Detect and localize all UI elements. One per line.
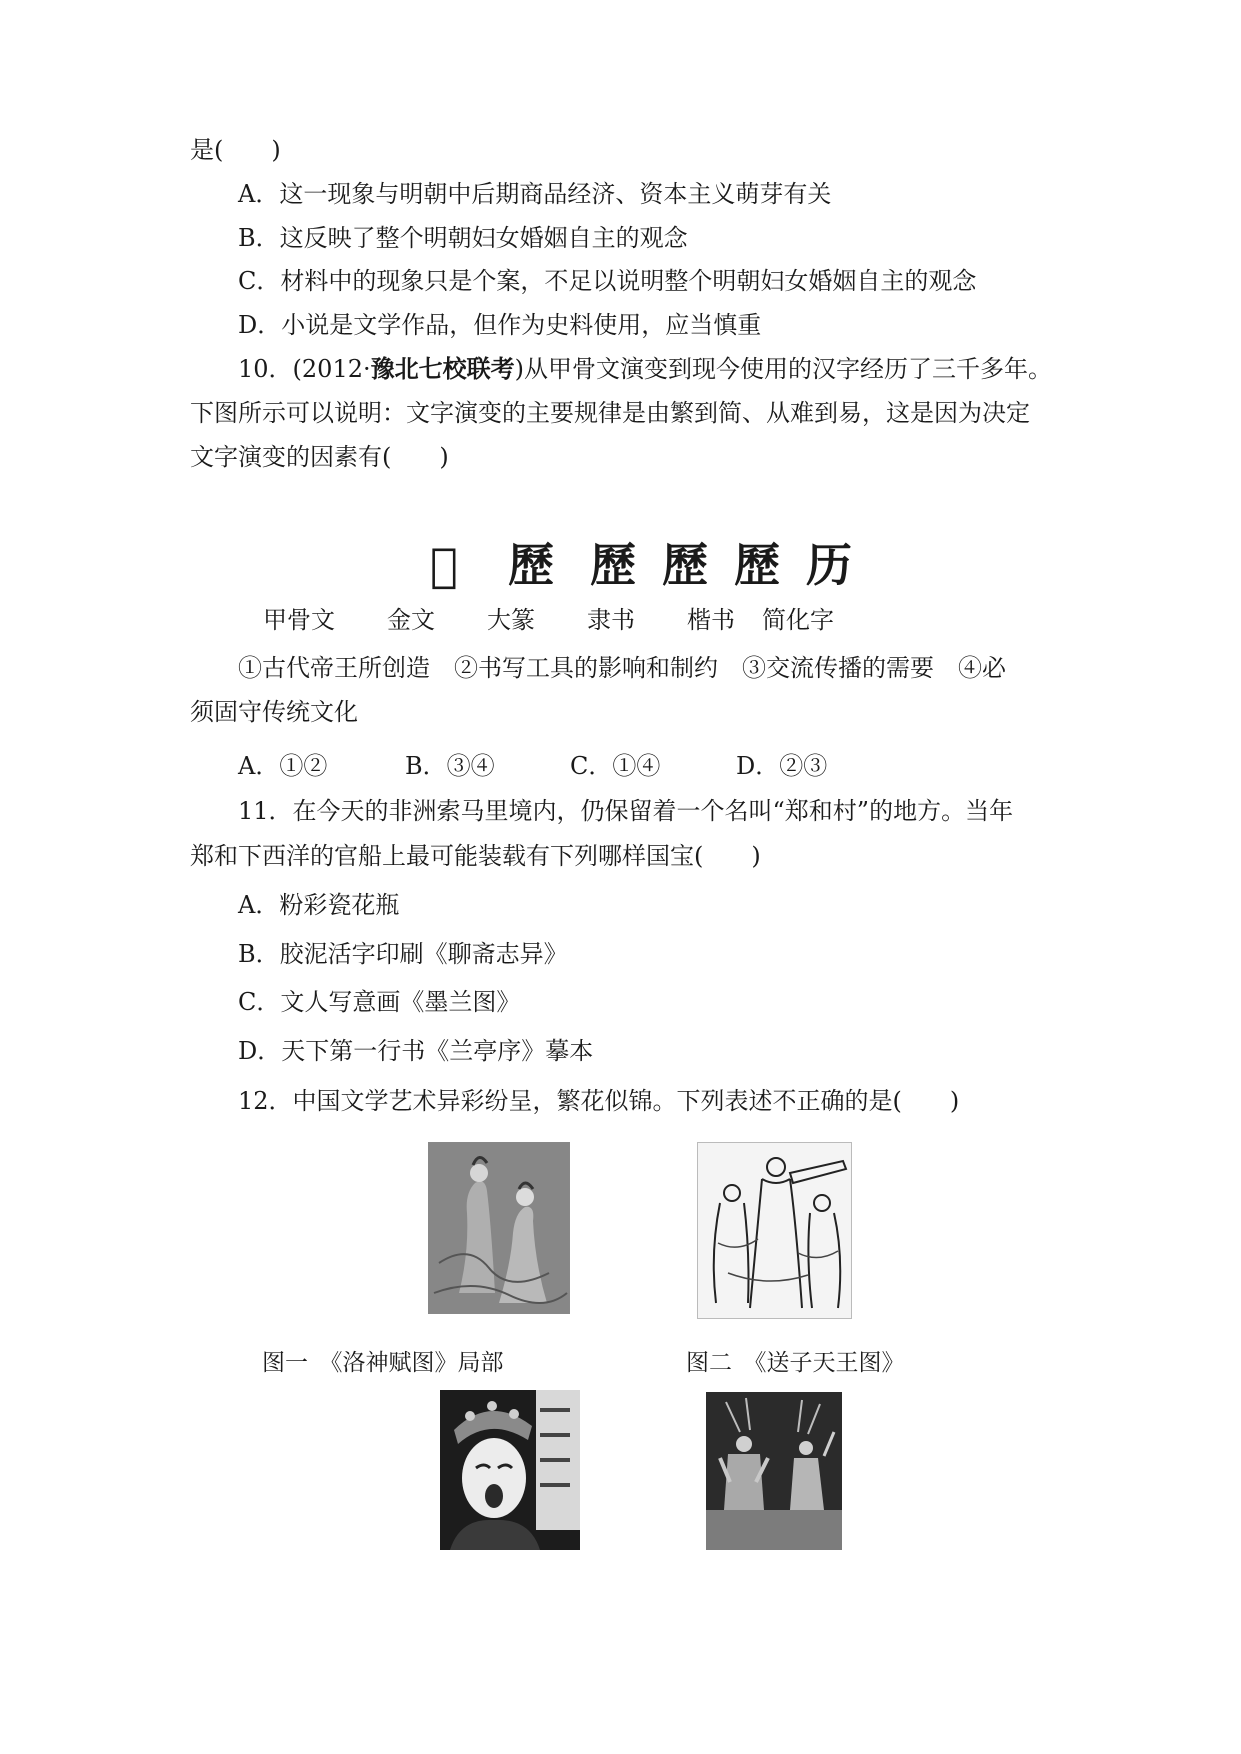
label-clerical: 隶书	[587, 606, 635, 634]
q10-statements-line2: 须固守传统文化	[190, 698, 358, 726]
q11-option-a: A．粉彩瓷花瓶	[238, 891, 400, 919]
q9-option-b: B．这反映了整个明朝妇女婚姻自主的观念	[238, 224, 688, 252]
q10-stem-line1	[238, 353, 1241, 385]
q10-number-source: 10．(2012·	[238, 355, 371, 383]
q11-option-c: C．文人写意画《墨兰图》	[238, 988, 521, 1016]
label-simplified: 简化字	[762, 606, 834, 634]
q11-stem-line1: 11．在今天的非洲索马里境内，仍保留着一个名叫“郑和村”的地方。当年	[238, 797, 1014, 825]
q11-option-d: D．天下第一行书《兰亭序》摹本	[238, 1037, 594, 1065]
bronze-glyph: 歷	[508, 538, 554, 592]
q10-option-d: D．②③	[736, 752, 828, 780]
opera-performer-image	[440, 1390, 580, 1550]
clerical-glyph: 歷	[662, 538, 708, 592]
q10-source: 豫北七校联考	[370, 355, 515, 383]
large-seal-glyph: 歷	[590, 538, 636, 592]
q9-stem-tail: 是( )	[190, 136, 281, 164]
q9-option-d: D．小说是文学作品，但作为史料使用，应当慎重	[238, 311, 762, 339]
luoshen-painting-image	[428, 1142, 570, 1314]
script-evolution-figure	[430, 535, 870, 595]
q9-option-a: A．这一现象与明朝中后期商品经济、资本主义萌芽有关	[238, 180, 832, 208]
label-oracle-bone: 甲骨文	[263, 606, 335, 634]
q10-statements-line1: ①古代帝王所创造 ②书写工具的影响和制约 ③交流传播的需要 ④必	[238, 654, 1006, 682]
regular-glyph: 歷	[734, 538, 780, 592]
q11-stem-line2: 郑和下西洋的官船上最可能装载有下列哪样国宝( )	[190, 842, 761, 870]
q10-stem-text: )从甲骨文演变到现今使用的汉字经历了三千多年。	[514, 355, 1052, 383]
label-bronze: 金文	[387, 606, 435, 634]
label-regular: 楷书	[687, 606, 735, 634]
label-large-seal: 大篆	[487, 606, 535, 634]
simplified-glyph: 历	[806, 538, 852, 592]
figure-2-caption: 图二 《送子天王图》	[686, 1350, 905, 1376]
q10-stem-line3: 文字演变的因素有( )	[190, 443, 449, 471]
oracle-bone-glyph: 𣥼	[430, 538, 458, 592]
figure-1-caption: 图一 《洛神赋图》局部	[262, 1350, 504, 1376]
q10-option-b: B．③④	[405, 752, 495, 780]
q11-option-b: B．胶泥活字印刷《聊斋志异》	[238, 940, 568, 968]
q12-stem: 12．中国文学艺术异彩纷呈，繁花似锦。下列表述不正确的是( )	[238, 1087, 960, 1115]
q10-stem-line2: 下图所示可以说明：文字演变的主要规律是由繁到简、从难到易，这是因为决定	[190, 399, 1030, 427]
opera-stage-image	[706, 1392, 842, 1550]
q10-option-a: A．①②	[238, 752, 328, 780]
songzi-tianwang-image	[697, 1142, 852, 1319]
q10-option-c: C．①④	[570, 752, 661, 780]
q9-option-c: C．材料中的现象只是个案，不足以说明整个明朝妇女婚姻自主的观念	[238, 267, 977, 295]
